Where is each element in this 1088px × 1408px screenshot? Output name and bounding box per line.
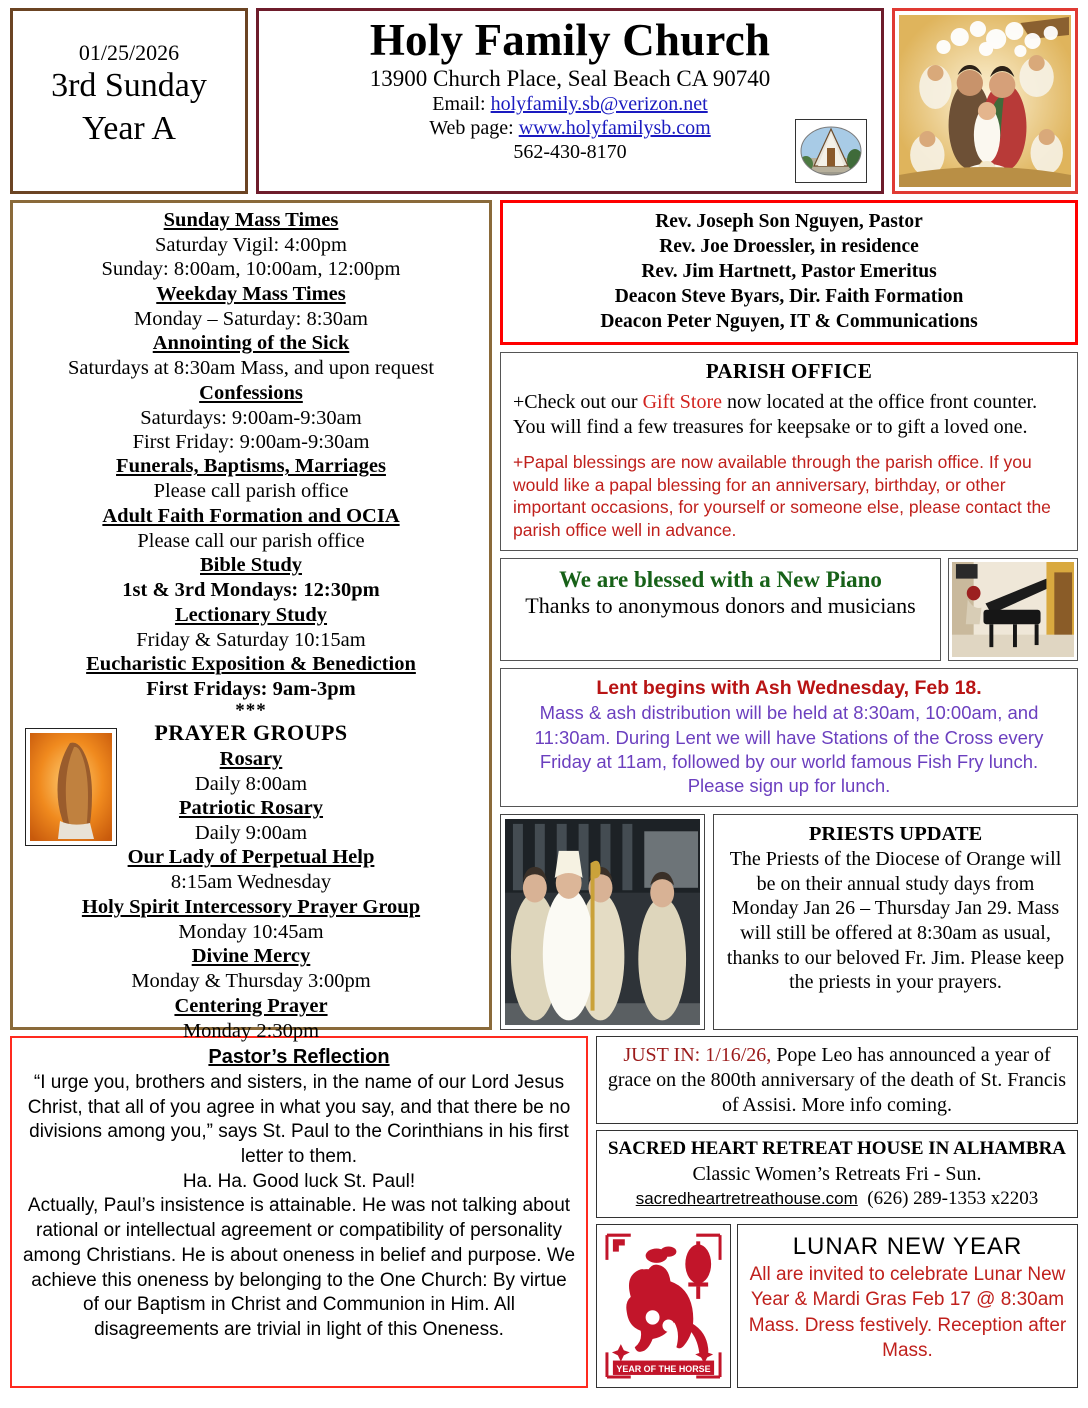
parish-office-title: PARISH OFFICE <box>705 358 873 383</box>
pastors-reflection-para-2: Ha. Ha. Good luck St. Paul! <box>182 1170 416 1192</box>
parish-office-box <box>500 352 1078 551</box>
schedule-item-heading: Weekday Mass Times <box>156 282 346 305</box>
schedule-item-line: Sunday: 8:00am, 10:00am, 12:00pm <box>101 258 401 281</box>
lent-announcement-box <box>500 668 1078 807</box>
bottom-content <box>10 1036 1078 1388</box>
prayer-group-item-heading: Holy Spirit Intercessory Prayer Group <box>81 895 421 918</box>
holy-family-artwork-box <box>892 8 1078 194</box>
prayer-group-item-heading: Our Lady of Perpetual Help <box>127 846 375 869</box>
priests-group-photo <box>500 814 705 1030</box>
announcements-column <box>500 200 1078 1030</box>
pastors-reflection-para-3: Actually, Paul’s insistence is attainable. He was not talking about rational or intellectual agreement or compatibility of personality among Christians. He is about oneness in belief and purpose. We achieve this oneness by belonging to the One Church: By virtue of our Baptism in Christ and Communion in Him. All disagreements are trivial in light of this Oneness. <box>22 1195 576 1340</box>
new-piano-subtext: Thanks to anonymous donors and musicians <box>525 593 916 619</box>
church-address: 13900 Church Place, Seal Beach CA 90740 <box>369 66 771 92</box>
retreat-contact <box>605 1187 1069 1211</box>
papal-blessing-note: +Papal blessings are now available through the parish office. If you would like a papal blessing for an anniversary, birthday, or other important occasions, for yourself or someone else, please contact the parish office well in advance. <box>513 452 1051 541</box>
church-building-photo <box>795 119 867 183</box>
lent-body: Mass & ash distribution will be held at 8:30am, 10:00am, and 11:30am. During Lent we will have Stations of the Cross every Friday at 11am, followed by our world famous Fish Fry lunch. Please sign up for lunch. <box>534 702 1044 796</box>
lunar-new-year-section <box>596 1224 1078 1388</box>
email-link[interactable]: holyfamily.sb@verizon.net <box>490 93 708 116</box>
lunar-new-year-text-box <box>737 1224 1078 1388</box>
schedule-item-heading: Sunday Mass Times <box>163 209 339 231</box>
clergy-member: Rev. Joseph Son Nguyen, Pastor <box>655 211 923 232</box>
prayer-group-item-heading: Centering Prayer <box>174 994 328 1017</box>
schedule-item-heading: Eucharistic Exposition & Benediction <box>86 652 416 675</box>
page-title: Holy Family Church <box>369 15 771 65</box>
year-of-the-horse-icon <box>601 1229 726 1383</box>
prayer-group-item-line: Monday 10:45am <box>178 920 324 943</box>
new-piano-headline: We are blessed with a New Piano <box>559 566 882 592</box>
pastors-reflection-title: Pastor’s Reflection <box>208 1046 390 1068</box>
just-in-text <box>605 1043 1069 1117</box>
prayer-group-item-line: Daily 9:00am <box>194 822 308 845</box>
praying-hands-image <box>25 728 117 846</box>
church-title-box <box>256 8 884 194</box>
clergy-member: Rev. Joe Droessler, in residence <box>659 235 919 257</box>
just-in-box <box>596 1036 1078 1124</box>
prayer-group-item-heading: Divine Mercy <box>191 945 311 968</box>
schedule-item-heading: Funerals, Baptisms, Marriages <box>116 455 386 478</box>
prayer-group-item-line: Monday & Thursday 3:00pm <box>131 970 371 993</box>
bottom-right-column <box>596 1036 1078 1388</box>
priests-update-text-box <box>713 814 1078 1030</box>
lent-headline: Lent begins with Ash Wednesday, Feb 18. <box>596 677 982 700</box>
priests-update-title: PRIESTS UPDATE <box>808 822 983 845</box>
holy-family-painting <box>899 15 1071 187</box>
clergy-member: Deacon Steve Byars, Dir. Faith Formation <box>614 285 964 307</box>
schedule-item-line: Saturdays: 9:00am-9:30am <box>140 406 362 429</box>
just-in-body: Pope Leo has announced a year of grace on the 800th anniversary of the death of St. Francis of Assisi. More info coming. <box>607 1044 1067 1116</box>
bulletin-header <box>10 8 1078 194</box>
clergy-member: Deacon Peter Nguyen, IT & Communications <box>600 310 978 332</box>
year-of-the-horse-caption: YEAR OF THE HORSE <box>616 1363 711 1374</box>
schedule-item-heading: Lectionary Study <box>174 603 328 626</box>
retreat-title: SACRED HEART RETREAT HOUSE IN ALHAMBRA <box>607 1138 1067 1160</box>
main-content <box>10 200 1078 1042</box>
pastors-reflection-box <box>10 1036 588 1388</box>
schedule-item-line: Please call parish office <box>153 480 349 503</box>
schedule-item-line: Friday & Saturday 10:15am <box>136 628 366 651</box>
clergy-list-box <box>500 200 1078 345</box>
website-link[interactable]: www.holyfamilysb.com <box>518 117 711 140</box>
retreat-subtitle: Classic Women’s Retreats Fri - Sun. <box>692 1163 982 1186</box>
year-of-the-horse-papercut <box>596 1224 731 1388</box>
date-box <box>10 8 248 194</box>
schedule-item-line: Please call our parish office <box>137 529 365 552</box>
prayer-groups-section <box>19 720 483 1043</box>
clergy-member: Rev. Jim Hartnett, Pastor Emeritus <box>641 260 937 282</box>
schedule-item-line: Monday – Saturday: 8:30am <box>133 307 368 330</box>
holy-family-painting-icon <box>899 15 1071 187</box>
new-piano-section <box>500 558 1078 662</box>
mass-schedule-column <box>10 200 492 1042</box>
schedule-item-line: Saturday Vigil: 4:00pm <box>155 234 347 256</box>
schedule-item-heading: Confessions <box>199 381 303 404</box>
sacred-heart-retreat-box <box>596 1130 1078 1217</box>
gift-store-highlight: Gift Store <box>642 390 723 413</box>
gift-store-note-post: now located at the office front counter. You will find a few treasures for keepsake or to gift a loved one. <box>513 390 1038 438</box>
prayer-group-item-line: 8:15am Wednesday <box>170 871 332 894</box>
retreat-website-link[interactable]: sacredheartretreathouse.com <box>635 1189 858 1209</box>
mass-schedule-list <box>19 208 483 701</box>
bulletin-date: 01/25/2026 <box>78 40 180 65</box>
grand-piano-icon <box>952 562 1074 658</box>
prayer-group-item-line: Daily 8:00am <box>194 772 308 795</box>
schedule-item-heading: Bible Study <box>200 554 302 577</box>
liturgical-sunday: 3rd Sunday <box>51 67 207 105</box>
lunar-new-year-title: LUNAR NEW YEAR <box>792 1232 1023 1260</box>
prayer-group-item-line: Monday 2:30pm <box>182 1019 320 1042</box>
schedule-item-line: Saturdays at 8:30am Mass, and upon request <box>67 357 435 380</box>
just-in-label: JUST IN: 1/16/26, <box>623 1044 772 1066</box>
schedule-item-heading: Annointing of the Sick <box>152 332 350 355</box>
section-divider: *** <box>235 700 267 722</box>
prayer-group-item-heading: Rosary <box>219 747 283 770</box>
website-line <box>259 117 881 140</box>
priests-update-section <box>500 814 1078 1030</box>
email-line <box>259 93 881 116</box>
pastors-reflection-para-1: “I urge you, brothers and sisters, in the name of our Lord Jesus Christ, that all of you agree in what you say, and that there be no divisions among you,” says St. Paul to the Corinthians in his first letter to them. <box>27 1072 571 1168</box>
schedule-item-line: First Fridays: 9am-3pm <box>146 677 356 700</box>
church-building-icon <box>800 124 862 178</box>
phone-number: 562-430-8170 <box>513 141 627 164</box>
liturgical-year: Year A <box>82 109 176 147</box>
email-label: Email: <box>432 93 486 116</box>
grand-piano-photo <box>948 558 1078 662</box>
schedule-item-line: First Friday: 9:00am-9:30am <box>132 430 370 453</box>
website-label: Web page: <box>429 117 514 140</box>
gift-store-note <box>513 390 1065 440</box>
prayer-groups-title: PRAYER GROUPS <box>154 720 348 746</box>
new-piano-text-box <box>500 558 941 662</box>
lunar-new-year-body: All are invited to celebrate Lunar New Year & Mardi Gras Feb 17 @ 8:30am Mass. Dress festively. Reception after Mass. <box>748 1264 1067 1361</box>
prayer-group-item-heading: Patriotic Rosary <box>178 797 324 820</box>
priests-group-icon <box>505 819 700 1025</box>
gift-store-note-pre: +Check out our <box>513 390 643 413</box>
retreat-phone: (626) 289-1353 x2203 <box>867 1188 1039 1210</box>
praying-hands-icon <box>30 733 112 841</box>
priests-update-body: The Priests of the Diocese of Orange will be on their annual study days from Monday Jan 26 – Thursday Jan 29. Mass will still be offered at 8:30am as usual, thanks to our beloved Fr. Jim. Please keep the priests in your prayers. <box>726 848 1065 994</box>
schedule-item-line: 1st & 3rd Mondays: 12:30pm <box>122 579 380 602</box>
schedule-item-heading: Adult Faith Formation and OCIA <box>102 504 400 527</box>
